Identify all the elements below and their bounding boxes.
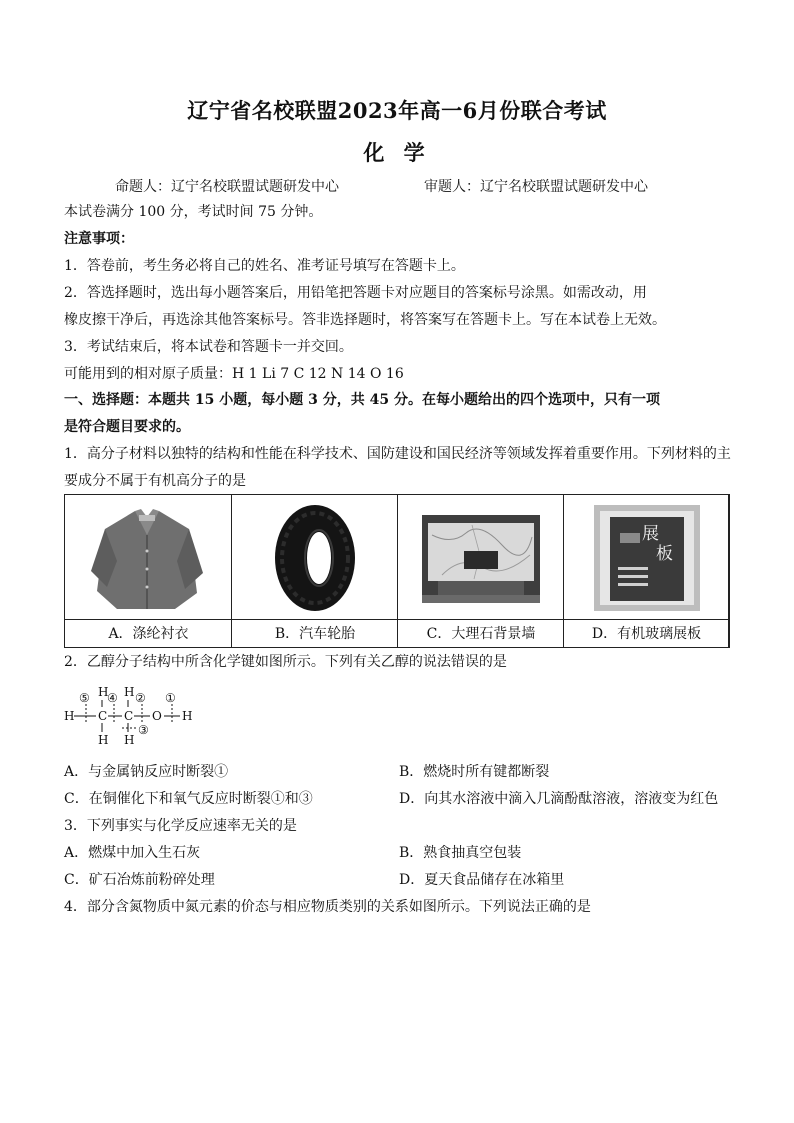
- q3-option-b: B．熟食抽真空包装: [399, 845, 522, 861]
- bond-label-1: ①: [165, 691, 176, 705]
- atom-o: O: [152, 709, 162, 723]
- exam-title: 辽宁省名校联盟2023年高一6月份联合考试: [187, 98, 607, 123]
- section1-heading: 一、选择题：本题共 15 小题，每小题 3 分，共 45 分。在每小题给出的四个选项中，只有一项: [64, 392, 660, 408]
- q2-option-a: A．与金属钠反应时断裂①: [64, 764, 229, 780]
- bond-label-3: ③: [138, 723, 149, 737]
- exam-subject: 化 学: [363, 140, 431, 165]
- note-item: 2．答选择题时，选出每小题答案后，用铅笔把答题卡对应题目的答案标号涂黑。如需改动，用: [64, 285, 647, 301]
- board-text-1: 展: [642, 524, 659, 544]
- q1-caption-row: [65, 619, 729, 648]
- q3-option-d: D．夏天食品储存在冰箱里: [399, 872, 565, 888]
- atom-c: C: [124, 709, 134, 723]
- q1-option-c: C．大理石背景墙: [426, 626, 536, 642]
- bond-label-5: ⑤: [79, 691, 90, 705]
- q3-option-c: C．矿石冶炼前粉碎处理: [64, 872, 215, 888]
- q1-options-table: [64, 494, 730, 648]
- tire-image: [272, 503, 358, 613]
- section1-heading-cont: 是符合题目要求的。: [64, 419, 190, 435]
- atom-h: H: [64, 709, 75, 723]
- q1-stem-cont: 要成分不属于有机高分子的是: [64, 473, 246, 489]
- q2-option-b: B．燃烧时所有键都断裂: [399, 764, 550, 780]
- bond-label-4: ④: [107, 691, 118, 705]
- marble-wall-image: [422, 515, 540, 603]
- q1-option-b: B．汽车轮胎: [274, 626, 356, 642]
- q1-stem: 1．高分子材料以独特的结构和性能在科学技术、国防建设和国民经济等领域发挥着重要作用。下列材料的主: [64, 446, 731, 462]
- exam-info: 本试卷满分 100 分，考试时间 75 分钟。: [64, 204, 323, 220]
- ethanol-structure-diagram: [62, 684, 202, 750]
- atom-h: H: [124, 685, 135, 699]
- board-text-2: 板: [656, 544, 673, 564]
- atom-h: H: [98, 733, 109, 747]
- notes-heading: 注意事项：: [64, 231, 134, 247]
- author-right: 审题人：辽宁名校联盟试题研发中心: [424, 179, 648, 195]
- note-item: 3．考试结束后，将本试卷和答题卡一并交回。: [64, 339, 353, 355]
- q1-option-d: D．有机玻璃展板: [591, 626, 702, 642]
- atomic-mass-line: 可能用到的相对原子质量：H 1 Li 7 C 12 N 14 O 16: [64, 366, 404, 382]
- atom-h: H: [124, 733, 135, 747]
- board-text-layer: [594, 505, 700, 611]
- q3-option-a: A．燃煤中加入生石灰: [64, 845, 201, 861]
- atom-h: H: [98, 685, 109, 699]
- atom-c: C: [98, 709, 108, 723]
- shirt-image: [87, 501, 207, 613]
- q2-stem: 2．乙醇分子结构中所含化学键如图所示。下列有关乙醇的说法错误的是: [64, 654, 507, 670]
- q1-option-a: A．涤纶衬衣: [108, 626, 189, 642]
- atom-h: H: [182, 709, 193, 723]
- bond-label-2: ②: [135, 691, 146, 705]
- q3-stem: 3．下列事实与化学反应速率无关的是: [64, 818, 297, 834]
- note-item: 橡皮擦干净后，再选涂其他答案标号。答非选择题时，将答案写在答题卡上。写在本试卷上无效。: [64, 312, 666, 328]
- q2-option-c: C．在铜催化下和氧气反应时断裂①和③: [64, 791, 313, 807]
- q4-stem: 4．部分含氮物质中氮元素的价态与相应物质类别的关系如图所示。下列说法正确的是: [64, 899, 591, 915]
- q2-option-d: D．向其水溶液中滴入几滴酚酞溶液，溶液变为红色: [399, 791, 719, 807]
- author-left: 命题人：辽宁名校联盟试题研发中心: [115, 179, 339, 195]
- note-item: 1．答卷前，考生务必将自己的姓名、准考证号填写在答题卡上。: [64, 258, 465, 274]
